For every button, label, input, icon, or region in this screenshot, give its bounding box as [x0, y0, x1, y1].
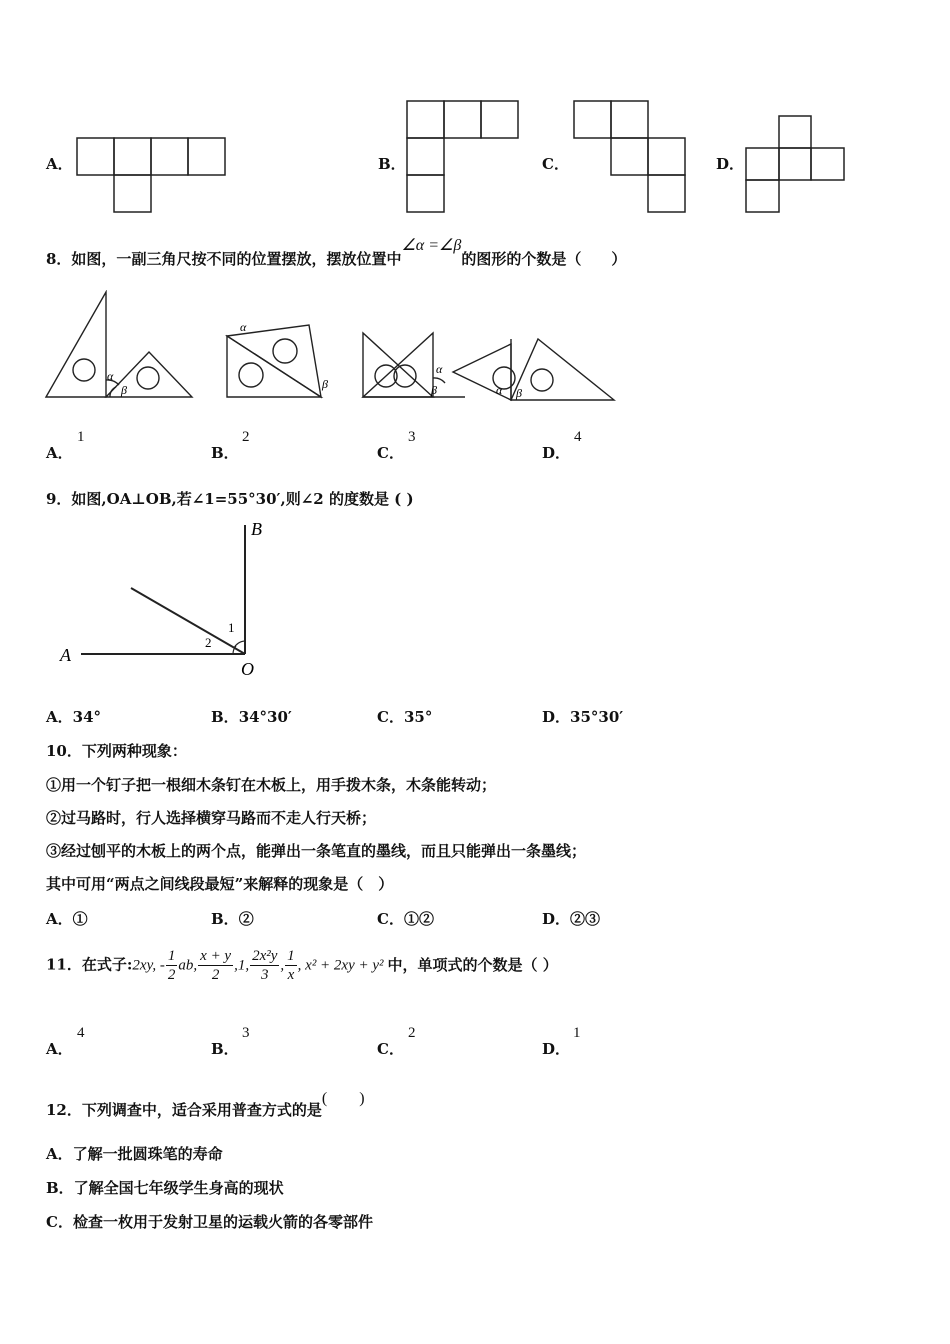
q10-option-b-value: ②	[238, 910, 254, 928]
q7-option-a-label: A．	[46, 155, 73, 173]
q7-option-d-label: D．	[716, 155, 745, 173]
q11-frac-1-num: 1	[167, 948, 176, 964]
q8-option-a	[46, 442, 73, 463]
q10-question: 其中可用“两点之间线段最短”来解释的现象是（ ）	[46, 875, 394, 893]
q9-option-a-value: 34°	[72, 708, 102, 726]
q8-fig2-alpha: α	[240, 320, 247, 334]
q11-expr-t1: 2xy, -	[132, 957, 165, 974]
q9-option-c	[377, 706, 432, 727]
q11-option-c-value: 2	[408, 1025, 416, 1041]
q8-figure-1	[44, 290, 196, 402]
q10-stem: 10．下列两种现象：	[46, 742, 187, 760]
q11-frac-4	[285, 947, 297, 984]
q9-stem: 9．如图,OA⊥OB,若∠1=55°30′,则∠2 的度数是 ( )	[46, 490, 414, 508]
q9-option-d-letter: D．	[542, 708, 571, 726]
q7-net-a	[76, 137, 228, 215]
q8-fig4-alpha: α	[496, 383, 503, 397]
q8-option-a-letter: A．	[46, 444, 73, 462]
q7-net-b	[406, 100, 522, 216]
q11-option-b-value: 3	[242, 1025, 250, 1041]
q9-label-angle-1: 1	[228, 620, 235, 635]
q8-stem-suffix: 的图形的个数是（ ）	[461, 250, 627, 268]
q8-stem-formula: ∠α =∠β	[401, 237, 462, 254]
q11-stem-suffix: 中，单项式的个数是（ ）	[387, 955, 558, 974]
q12-option-b: B．了解全国七年级学生身高的现状	[46, 1179, 284, 1197]
q11-option-b-letter: B．	[211, 1040, 239, 1058]
q10-option-d-value: ②③	[570, 910, 601, 928]
q9-figure	[55, 515, 275, 680]
q8-fig3-alpha: α	[436, 362, 443, 376]
q11-option-b	[211, 1038, 239, 1059]
q10-option-a-value: ①	[72, 910, 88, 928]
q10-option-d-letter: D．	[542, 910, 571, 928]
q10-item-1: ①用一个钉子把一根细木条钉在木板上，用手拨木条，木条能转动；	[46, 776, 497, 794]
q10-option-c-letter: C．	[377, 910, 404, 928]
q10-item-3: ③经过刨平的木板上的两个点，能弹出一条笔直的墨线，而且只能弹出一条墨线；	[46, 842, 587, 860]
q9-option-a	[46, 706, 101, 727]
q9-option-c-letter: C．	[377, 708, 404, 726]
q10-option-a-letter: A．	[46, 910, 73, 928]
q11-option-d	[542, 1038, 570, 1059]
q8-option-d-value: 4	[574, 429, 582, 445]
q8-figure-4	[450, 336, 616, 404]
q11-frac-2-num: x + y	[200, 948, 232, 964]
q8-option-b-value: 2	[242, 429, 250, 445]
q7-option-c-label: C．	[542, 155, 569, 173]
q8-stem-prefix: 8．如图，一副三角尺按不同的位置摆放，摆放位置中	[46, 250, 402, 268]
q8-option-a-value: 1	[77, 429, 85, 445]
q8-fig3-beta: β	[431, 383, 437, 397]
q11-stem	[46, 947, 558, 984]
q10-option-c	[377, 908, 434, 929]
q7-net-c	[573, 100, 689, 216]
q11-stem-prefix: 11．在式子:	[46, 955, 133, 974]
q11-frac-2	[198, 947, 233, 984]
q9-option-d-value: 35°30′	[570, 708, 624, 726]
q8-option-b	[211, 442, 239, 463]
q11-option-d-letter: D．	[542, 1040, 571, 1058]
q8-stem	[46, 237, 627, 269]
q8-option-d	[542, 442, 570, 463]
q11-frac-1-den: 2	[167, 967, 176, 983]
q11-option-a-value: 4	[77, 1025, 85, 1041]
q9-label-angle-2: 2	[205, 635, 212, 650]
q8-option-c-letter: C．	[377, 444, 404, 462]
q11-expr-t5: , x² + 2xy + y²	[297, 957, 384, 974]
q10-option-b	[211, 908, 254, 929]
q11-frac-3	[250, 947, 279, 984]
q9-option-d	[542, 706, 623, 727]
q9-option-b-value: 34°30′	[238, 708, 292, 726]
q11-frac-3-num: 2x²y	[252, 948, 278, 964]
q11-frac-3-den: 3	[261, 967, 269, 983]
q11-frac-2-den: 2	[211, 967, 220, 983]
q8-option-c-value: 3	[408, 429, 416, 445]
q11-option-a-letter: A．	[46, 1040, 73, 1058]
q10-option-b-letter: B．	[211, 910, 239, 928]
q12-stem-paren: ( )	[321, 1090, 365, 1107]
q9-option-b	[211, 706, 292, 727]
q8-option-d-letter: D．	[542, 444, 571, 462]
q8-fig4-beta: β	[516, 386, 522, 400]
q11-option-d-value: 1	[573, 1025, 581, 1041]
q9-label-o: O	[241, 659, 254, 679]
q7-net-d	[745, 115, 847, 215]
q12-option-c: C．检查一枚用于发射卫星的运载火箭的各零部件	[46, 1213, 373, 1231]
q8-option-b-letter: B．	[211, 444, 239, 462]
q11-frac-1	[166, 947, 178, 984]
q11-frac-4-num: 1	[287, 948, 295, 964]
q8-fig1-beta: β	[121, 383, 127, 397]
q7-option-b-label: B．	[378, 155, 406, 173]
q11-expr-t3: ,1,	[234, 957, 250, 974]
q8-option-c	[377, 442, 404, 463]
q9-label-b: B	[251, 519, 262, 539]
q10-item-2: ②过马路时，行人选择横穿马路而不走人行天桥；	[46, 809, 377, 827]
q10-option-a	[46, 908, 88, 929]
q9-option-a-letter: A．	[46, 708, 73, 726]
q10-option-c-value: ①②	[403, 910, 434, 928]
q8-figure-2	[223, 318, 335, 402]
q11-frac-4-den: x	[287, 967, 295, 983]
q9-option-c-value: 35°	[403, 708, 433, 726]
q10-option-d	[542, 908, 600, 929]
q9-option-b-letter: B．	[211, 708, 239, 726]
q11-option-c-letter: C．	[377, 1040, 404, 1058]
q11-expr-t4: ,	[280, 957, 285, 974]
q12-stem	[46, 1090, 365, 1120]
q8-fig2-beta: β	[322, 377, 328, 391]
q11-expr-t2: ab,	[178, 957, 198, 974]
q9-label-a: A	[60, 645, 71, 665]
q12-stem-text: 12．下列调查中，适合采用普查方式的是	[46, 1101, 322, 1119]
q11-option-a	[46, 1038, 73, 1059]
q11-option-c	[377, 1038, 404, 1059]
q12-option-a: A．了解一批圆珠笔的寿命	[46, 1145, 223, 1163]
q8-fig1-alpha: α	[107, 369, 114, 383]
